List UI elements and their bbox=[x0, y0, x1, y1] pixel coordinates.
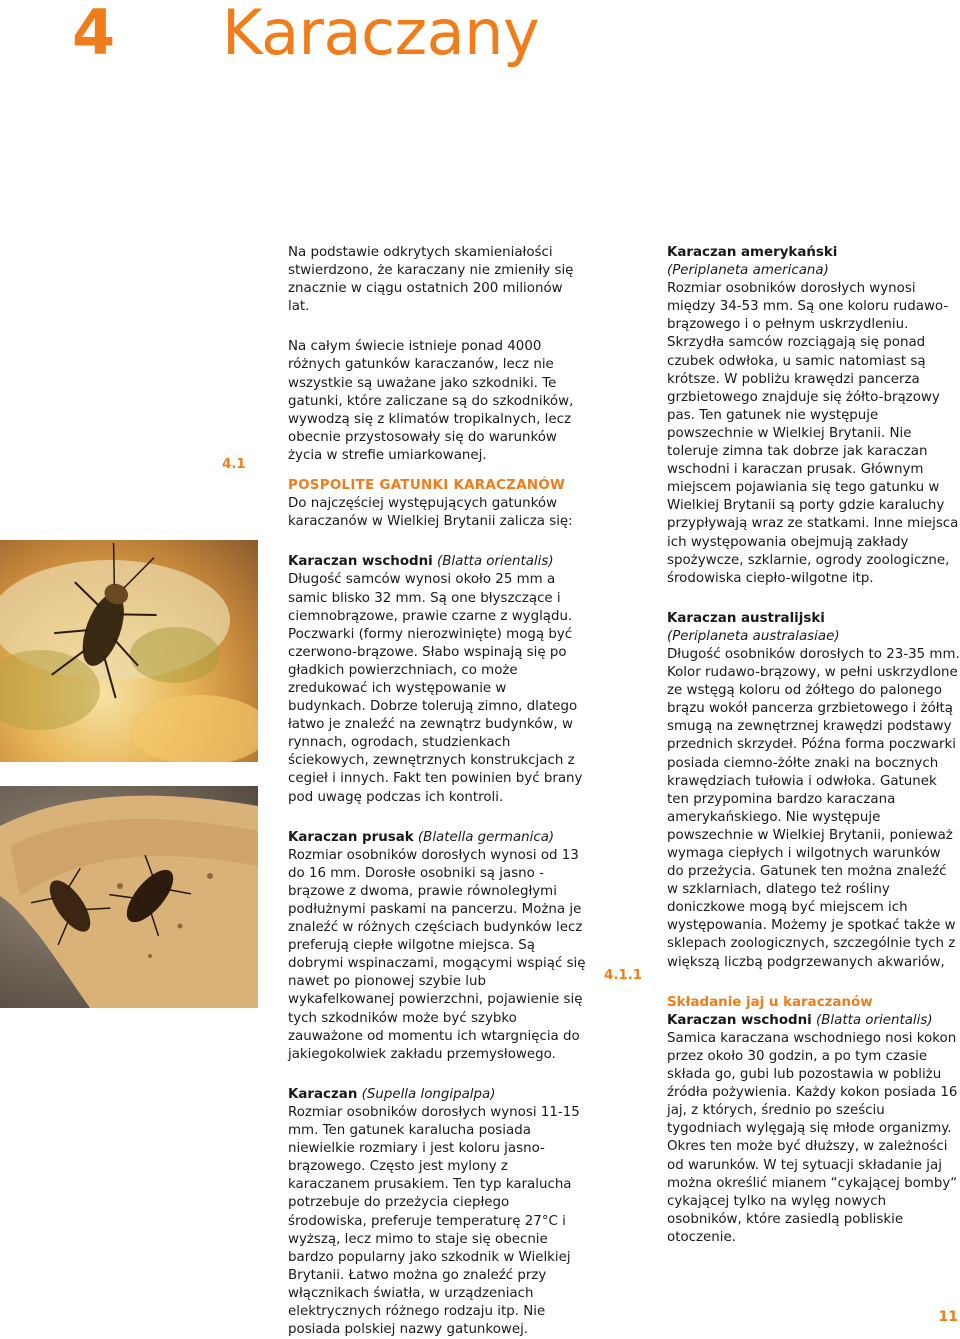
subsection-title: Składanie jaj u karaczanów bbox=[667, 994, 873, 1010]
subsection-text: Samica karaczana wschodniego nosi kokon przez około 30 godzin, a po tym czasie składa go, gubi lub pozostawia w pobliżu źródła pożywienia. Każdy kokon posiada 16 jaj, z których, średnio po sześciu tygodniach wylęgają się młode organizmy. Okres ten może być dłuższy, w zależności od warunków. W tej sytuacji składanie jaj można określić mianem “cykającej bomby“ cykającej tylko na wylęg nowych osobników, które zasiedlą pobliskie otoczenie. bbox=[667, 1030, 958, 1245]
subsection-species-name: Karaczan wschodni bbox=[667, 1012, 812, 1028]
species-german-heading bbox=[288, 829, 586, 847]
species-eastern-name: Karaczan wschodni bbox=[288, 554, 433, 570]
chapter-number: 4 bbox=[72, 0, 116, 69]
subsection-species-heading bbox=[667, 1012, 960, 1030]
species-supella-name: Karaczan bbox=[288, 1086, 358, 1102]
column-left bbox=[288, 244, 586, 1339]
photo-cockroach-on-food bbox=[0, 540, 258, 762]
chapter-title: Karaczany bbox=[222, 0, 540, 69]
section-lead: Do najczęściej występujących gatunków karaczanów w Wielkiej Brytanii zalicza się: bbox=[288, 496, 573, 530]
species-german-name: Karaczan prusak bbox=[288, 829, 414, 845]
species-american-text: Rozmiar osobników dorosłych wynosi między 34-53 mm. Są one koloru rudawo-brązowego i o pełnym uskrzydleniu. Skrzydła samców rozciągają się ponad czubek odwłoka, u samic natomiast są krótsze. W pobliżu krawędzi pancerza grzbietowego znajduje się żółto-brązowy pas. Ten gatunek nie występuje powszechnie w Wielkiej Brytanii. Nie toleruje zimna tak dobrze jak karaczan wschodni i karaczan prusak. Głównym miejscem pojawiania się tego gatunku w Wielkiej Brytanii są porty gdzie karaluchy przypływają wraz ze statkami. Inne miejsca ich występowania obejmują zakłady spożywcze, szklarnie, ogrody zoologiczne, środowiska ciepło-wilgotne itp. bbox=[667, 281, 959, 586]
section-number-4-1-1: 4.1.1 bbox=[604, 968, 643, 983]
species-american-name: Karaczan amerykański bbox=[667, 245, 838, 260]
page-number: 11 bbox=[938, 1309, 958, 1325]
intro-paragraph-2: Na całym świecie istnieje ponad 4000 różnych gatunków karaczanów, lecz nie wszystkie są uważane jako szkodniki. Te gatunki, które zaliczane są do szkodników, wywodzą się z klimatów tropikalnych, lecz obecnie przystosowały się do warunków życia w strefie umiarkowanej. bbox=[288, 339, 574, 463]
species-australian-text: Długość osobników dorosłych to 23-35 mm. Kolor rudawo-brązowy, w pełni uskrzydlone ze wstęgą koloru od żółtego do palonego brązu wokół pancerza grzbietowego i żółtą smugą na zewnętrznej krawędzi podstawy przednich skrzydeł. Późna forma poczwarki posiada ciemno-żółte znaki na bocznych krawędziach tułowia i odwłoka. Gatunek ten przypomina bardzo karaczana amerykańskiego. Nie występuje powszechnie w Wielkiej Brytanii, ponieważ wymaga ciepłych i wilgotnych warunków do przeżycia. Gatunek ten można znaleźć w szklarniach, dlatego też rośliny doniczkowe mogą być miejscem ich występowania. Możemy je spotkać także w sklepach zoologicznych, szczególnie tych z większą liczbą podgrzewanych akwariów, bbox=[667, 646, 960, 970]
section-number-4-1: 4.1 bbox=[222, 457, 246, 472]
species-supella-latin: (Supella longipalpa) bbox=[361, 1086, 496, 1102]
species-american-latin: (Periplaneta americana) bbox=[667, 263, 829, 279]
intro-paragraph-1: Na podstawie odkrytych skamieniałości stwierdzono, że karaczany nie zmieniły się znacznie w ciągu ostatnich 200 milionów lat. bbox=[288, 245, 574, 315]
species-australian-name: Karaczan australijski bbox=[667, 610, 825, 626]
column-right bbox=[667, 244, 960, 1247]
species-german-text: Rozmiar osobników dorosłych wynosi od 13 do 16 mm. Dorosłe osobniki są jasno -brązowe z dwoma, prawie równoległymi podłużnymi paskami na pancerzu. Można je znaleźć w różnych częściach budynków lecz preferują ciepłe wilgotne miejsca. Są dobrymi wspinaczami, mogącymi wspiąć się nawet po pionowej szybie lub wykafelkowanej powierzchni, pojawienie się tych szkodników może być szybko zauważone od momentu ich wtargnięcia do jakiegokolwiek zakładu przemysłowego. bbox=[288, 847, 586, 1062]
section-title: POSPOLITE GATUNKI KARACZANÓW bbox=[288, 478, 566, 494]
species-german-latin: (Blatella germanica) bbox=[417, 829, 555, 845]
subsection-species-latin: (Blatta orientalis) bbox=[816, 1012, 933, 1028]
species-supella-heading bbox=[288, 1086, 586, 1104]
species-eastern-latin: (Blatta orientalis) bbox=[437, 554, 554, 570]
species-australian-latin: (Periplaneta australasiae) bbox=[667, 628, 840, 644]
species-eastern-heading bbox=[288, 553, 586, 571]
section-heading bbox=[288, 477, 586, 495]
species-eastern-text: Długość samców wynosi około 25 mm a samic blisko 32 mm. Są one błyszczące i ciemnobrązowe, prawie czarne z wyglądu. Poczwarki (formy nierozwinięte) mogą być czerwono-brązowe. Słabo wspinają się po gładkich powierzchniach, co może zredukować ich występowanie w budynkach. Dobrze tolerują zimno, dlatego łatwo je znaleźć na zewnątrz budynków, w rynnach, ogrodach, studzienkach ściekowych, zewnętrznych konstrukcjach z cegieł i innych. Fakt ten powinien być brany pod uwagę podczas ich kontroli. bbox=[288, 572, 583, 805]
photo-cockroaches-on-bread bbox=[0, 786, 258, 1008]
species-supella-text: Rozmiar osobników dorosłych wynosi 11-15 mm. Ten gatunek karalucha posiada niewielkie rozmiary i jest koloru jasno-brązowego. Często jest mylony z karaczanem prusakiem. Ten typ karalucha potrzebuje do przeżycia ciepłego środowiska, preferuje temperaturę 27°C i wyższą, lecz mimo to staje się obecnie bardzo popularny jako szkodnik w Wielkiej Brytanii. Łatwo można go znaleźć przy włącznikach światła, w urządzeniach elektrycznych różnego rodzaju itp. Nie posiada polskiej nazwy gatunkowej. bbox=[288, 1104, 580, 1338]
